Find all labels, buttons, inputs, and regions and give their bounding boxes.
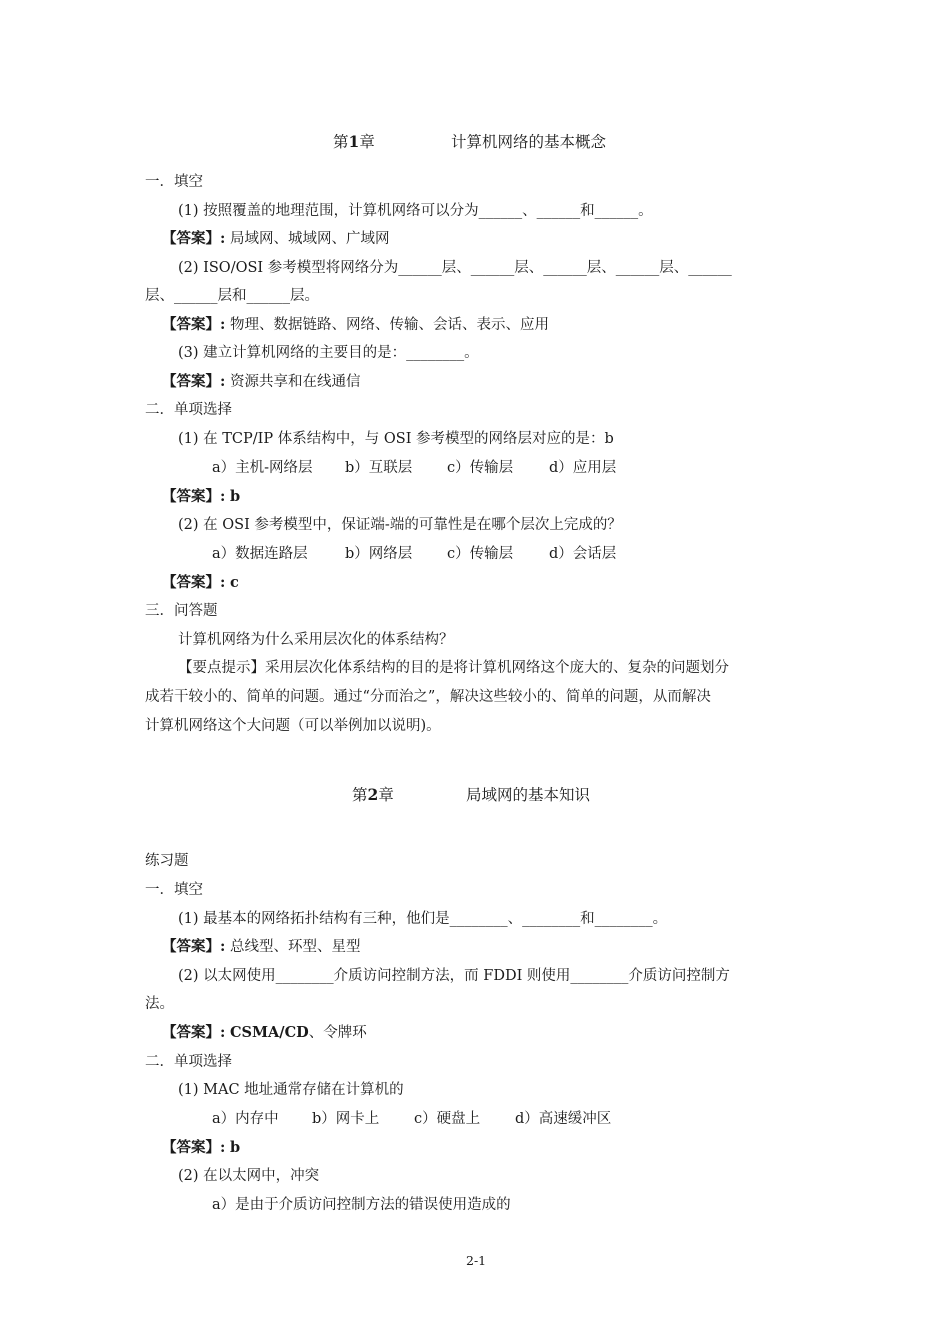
answer-label: 【答案】: [162, 373, 226, 390]
question-text: (2) 以太网使用________介质访问控制方法，而 FDDI 则使用________介质访问控制方 [178, 968, 730, 984]
question-text: (1) 最基本的网络拓扑结构有三种，他们是________、________和________。 [178, 911, 668, 927]
option-a: a）数据连路层 [212, 546, 308, 562]
exercises-heading: 练习题 [145, 853, 189, 869]
answer-text: b [229, 488, 241, 505]
answer-text: 、令牌环 [308, 1025, 367, 1041]
answer-line [162, 229, 389, 249]
hint-text: 成若干较小的、简单的问题。通过“分而治之”，解决这些较小的、简单的问题，从而解决 [145, 689, 711, 705]
answer-label: 【答案】: [162, 488, 226, 505]
chapter-2-title: 局域网的基本知识 [466, 786, 591, 804]
option-d: d）应用层 [549, 460, 617, 476]
chapter-1-label: 第1章 [333, 132, 375, 151]
section-qa-heading: 三．问答题 [145, 603, 218, 619]
question-text: (2) 在以太网中，冲突 [178, 1168, 320, 1184]
question-text: (3) 建立计算机网络的主要目的是：________。 [178, 345, 479, 361]
answer-label: 【答案】: [162, 1139, 226, 1156]
option-b: b）互联层 [345, 460, 413, 476]
option-b: b）网络层 [345, 546, 413, 562]
answer-text: 总线型、环型、星型 [229, 939, 361, 955]
answer-line [162, 372, 360, 392]
answer-text: c [229, 574, 239, 591]
answer-line [162, 1023, 367, 1043]
question-text: (1) MAC 地址通常存储在计算机的 [178, 1082, 404, 1098]
section-choice-heading: 二．单项选择 [145, 402, 232, 418]
question-text-continued: 层、______层和______层。 [145, 288, 319, 304]
option-c: c）传输层 [447, 460, 514, 476]
answer-text: b [229, 1139, 241, 1156]
answer-text: 物理、数据链路、网络、传输、会话、表示、应用 [229, 317, 549, 333]
option-a: a）是由于介质访问控制方法的错误使用造成的 [212, 1197, 511, 1213]
answer-text: 局域网、城域网、广域网 [229, 231, 390, 247]
section-choice-heading: 二．单项选择 [145, 1054, 232, 1070]
option-a: a）内存中 [212, 1111, 279, 1127]
option-d: d）高速缓冲区 [515, 1111, 612, 1127]
answer-line [162, 573, 239, 593]
question-text: (2) 在 OSI 参考模型中，保证端-端的可靠性是在哪个层次上完成的？ [178, 517, 622, 533]
section-fill-heading: 一．填空 [145, 174, 203, 190]
section-fill-heading: 一．填空 [145, 882, 203, 898]
chapter-1-title: 计算机网络的基本概念 [451, 133, 607, 151]
answer-text: 资源共享和在线通信 [229, 374, 361, 390]
answer-line [162, 487, 240, 507]
question-text-continued: 法。 [145, 996, 174, 1012]
answer-label: 【答案】: [162, 230, 226, 247]
option-c: c）传输层 [447, 546, 514, 562]
option-c: c）硬盘上 [414, 1111, 481, 1127]
page-number: 2-1 [466, 1253, 487, 1268]
answer-line [162, 315, 549, 335]
answer-label: 【答案】: [162, 938, 226, 955]
question-text: (1) 在 TCP/IP 体系结构中，与 OSI 参考模型的网络层对应的是：b [178, 431, 614, 447]
option-d: d）会话层 [549, 546, 617, 562]
chapter-2-label: 第2章 [352, 785, 394, 804]
option-a: a）主机-网络层 [212, 460, 313, 476]
question-text: (1) 按照覆盖的地理范围，计算机网络可以分为______、______和______。 [178, 203, 653, 219]
option-b: b）网卡上 [312, 1111, 380, 1127]
answer-label: 【答案】: [162, 1024, 226, 1041]
answer-label: 【答案】: [162, 316, 226, 333]
answer-bold-text: CSMA/CD [229, 1024, 309, 1041]
hint-text: 计算机网络这个大问题（可以举例加以说明)。 [145, 718, 441, 734]
hint-text: 【要点提示】采用层次化体系结构的目的是将计算机网络这个庞大的、复杂的问题划分 [178, 660, 729, 676]
question-text: (2) ISO/OSI 参考模型将网络分为______层、______层、______层、______层、______ [178, 260, 732, 276]
answer-line [162, 937, 360, 957]
answer-line [162, 1138, 240, 1158]
question-text: 计算机网络为什么采用层次化的体系结构？ [178, 632, 454, 648]
answer-label: 【答案】: [162, 574, 226, 591]
